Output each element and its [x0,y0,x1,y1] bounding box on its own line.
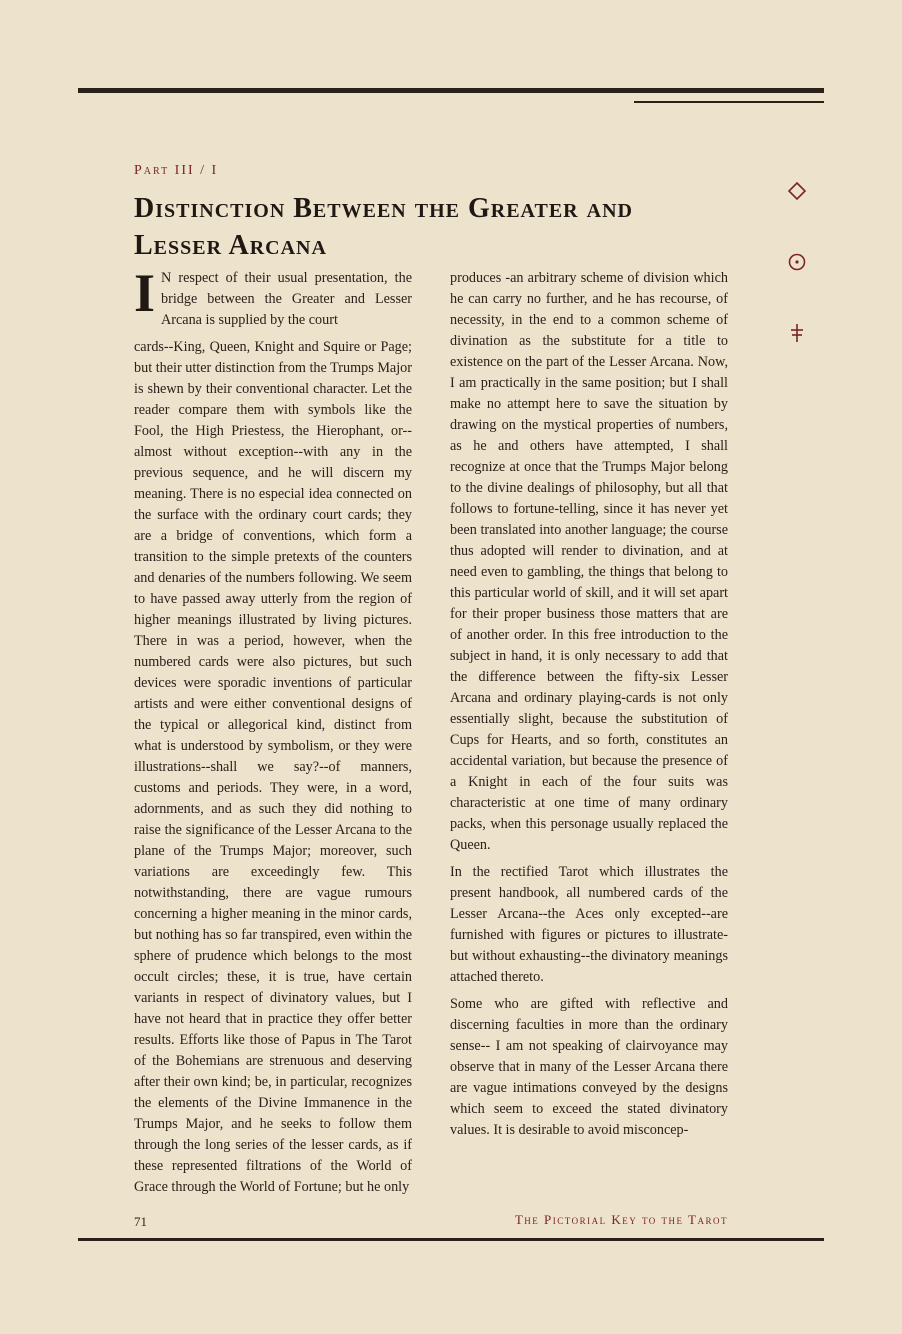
section-kicker: Part III / I [134,163,219,178]
intro-paragraph-continued: produces -an arbitrary scheme of division which he can carry no further, and he has recourse, of necessity, in the end to a common scheme of divination as the substitute for a title to existence on the part of the Lesser Arcana. Now, I am practically in the same position; but I shall make no attempt here to save the situation by drawing on the mystical properties of numbers, as he and others have attempted, I shall recognize at once that the Trumps Major belong to the divine dealings of philosophy, but all that follows to fortune-telling, since it has never yet been translated into another language; the course thus adopted will render to divination, and at need even to gambling, the things that belong to this particular world of skill, and it will set apart for their proper business those matters that are of another order. In this free introduction to the subject in hand, it is only necessary to add that the difference between the fifty-six Lesser Arcana and ordinary playing-cards is not only essentially slight, because the substitution of Cups for Hearts, and so forth, constitutes an accidental variation, but because the presence of a Knight in each of the four suits was characteristic at one time of many ordinary packs, when this personage usually replaced the Queen. [450,270,728,853]
paragraph-3: Some who are gifted with reflective and discerning faculties in more than the ordinary sense-- I am not speaking of clairvoyance may observe that in many of the Lesser Arcana there are vague intimations conveyed by the designs which seem to exceed the stated divinatory values. It is desirable to avoid misconcep- [450,996,728,1138]
running-title: The Pictorial Key to the Tarot [514,1212,728,1227]
chapter-title: Distinction Between the Greater and Lesser Arcana [134,193,633,261]
intro-paragraph-body: cards--King, Queen, Knight and Squire or Page; but their utter distinction from the Trumps Major is shewn by their conventional character. Let the reader compare them with symbols like the Fool, the High Priestess, the Hierophant, or--almost without exception--with any in the previous sequence, and he will discern my meaning. There is no especial idea connected on the surface with the ordinary court cards; they are a bridge of conventions, which form a transition to the simple pretexts of the counters and denaries of the numbers following. We seem to have passed away utterly from the region of higher meanings illustrated by living pictures. There in was a period, however, when the numbered cards were also pictures, but such devices were sporadic inventions of particular artists and were either conventional designs of the typical or allegorical kind, distinct from what is understood by symbolism, or they were illustrations--shall we say?--of manners, customs and periods. They were, in a word, adornments, and as such they did nothing to raise the significance of the Lesser Arcana to the plane of the Trumps Major; moreover, such variations are exceedingly few. This notwithstanding, there are vague rumours concerning a higher meaning in the minor cards, but nothing has so far transpired, even within the sphere of prudence which belongs to the most occult circles; these, it is true, have certain variants in respect of divinatory values, but I have not heard that in practice they offer better results. Efforts like those of Papus in The Tarot of the Bohemians are strenuous and deserving after their own kind; be, in particular, recognizes the elements of the Divine Immanence in the Trumps Major, and he seeks to follow them through the long series of the lesser cards, as if these represented filtrations of the World of Grace through the World of Fortune; but he only [134,339,412,1195]
top-thin-rule [634,101,824,103]
diamond-icon [786,180,808,202]
cross-icon [786,322,808,344]
text-column-right [450,268,728,1204]
circle-dot-icon [786,251,808,273]
top-rule [78,88,824,93]
paragraph-2: In the rectified Tarot which illustrates the present handbook, all numbered cards of the Lesser Arcana--the Aces only excepted--are furnished with figures or pictures to illustrate-but without exhausting--the divinatory meanings attached thereto. [450,864,728,985]
drop-cap: I [134,268,156,323]
intro-paragraph-head: N respect of their usual presentation, the bridge between the Greater and Lesser Arcana is supplied by the court [161,270,412,328]
text-column-left [134,268,412,1204]
bottom-rule [78,1238,824,1241]
page-number: 71 [134,1214,147,1229]
